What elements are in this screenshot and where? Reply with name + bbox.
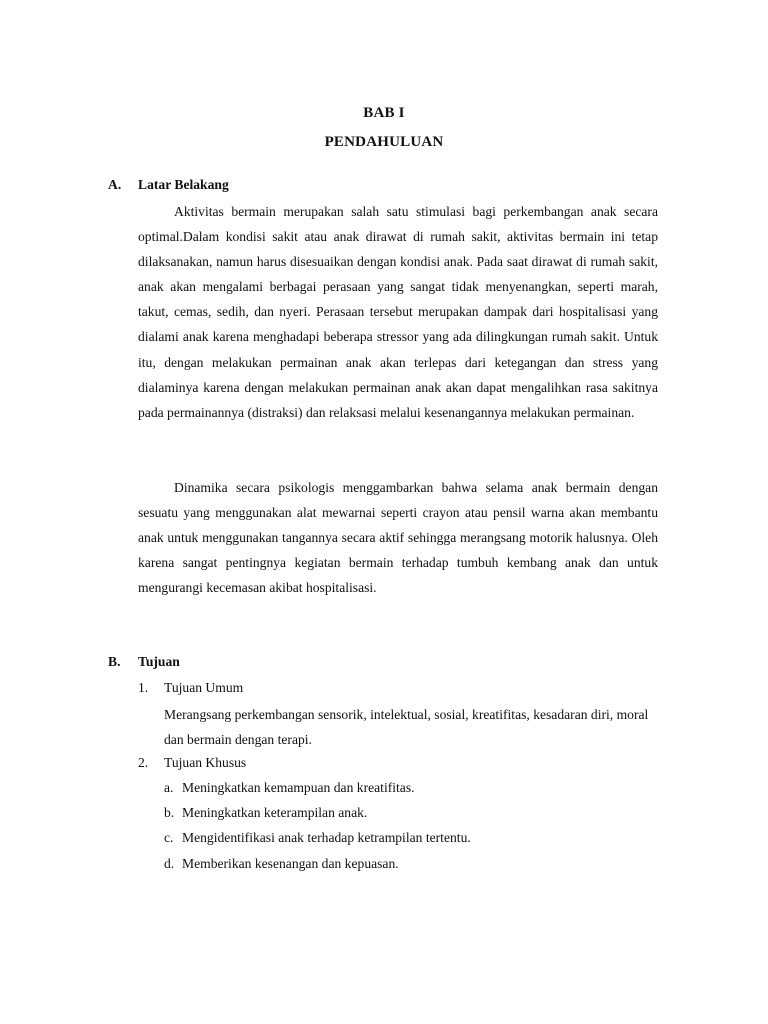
item-1-number: 1. [138, 680, 149, 695]
paragraph-1-text: Aktivitas bermain merupakan salah satu stimulasi bagi perkembangan anak secara optimal.Dalam kondisi sakit atau anak dirawat di rumah sakit, aktivitas bermain ini tetap dilaksanakan, namun harus disesuaikan dengan kondisi anak. Pada saat dirawat di rumah sakit, anak akan mengalami berbagai perasaan yang sangat tidak menyenangkan, seperti marah, takut, cemas, sedih, dan nyeri. Perasaan tersebut merupakan dampak dari hospitalisasi yang dialami anak karena menghadapi beberapa stressor yang ada dilingkungan rumah sakit. Untuk itu, dengan melakukan permainan anak akan terlepas dari ketegangan dan stress yang dialaminya karena dengan melakukan permainan anak akan dapat mengalihkan rasa sakitnya pada permainannya (distraksi) dan relaksasi melalui kesenangannya melakukan permainan. [138, 204, 658, 420]
chapter-number: BAB I [363, 105, 405, 121]
list-item-text: Meningkatkan kemampuan dan kreatifitas. [182, 780, 415, 795]
list-item-text: Memberikan kesenangan dan kepuasan. [182, 856, 399, 871]
section-b-letter: B. [108, 654, 121, 669]
paragraph-2-text: Dinamika secara psikologis menggambarkan bahwa selama anak bermain dengan sesuatu yang menggunakan alat mewarnai seperti crayon atau pensil warna akan membantu anak untuk menggunakan tangannya secara aktif sehingga merangsang motorik halusnya. Oleh karena sangat pentingnya kegiatan bermain terhadap tumbuh kembang anak dan untuk mengurangi kecemasan akibat hospitalisasi. [138, 480, 658, 596]
section-a-letter: A. [108, 177, 122, 192]
list-item [164, 805, 367, 821]
item-2-number: 2. [138, 755, 149, 770]
list-item-letter: b. [164, 805, 175, 820]
paragraph-2 [138, 475, 658, 600]
list-item [164, 780, 415, 796]
item-2-label: Tujuan Khusus [164, 755, 247, 770]
paragraph-1 [138, 199, 658, 425]
list-item-text: Meningkatkan keterampilan anak. [182, 805, 368, 820]
list-item-text: Mengidentifikasi anak terhadap ketrampilan tertentu. [182, 830, 471, 845]
list-item-letter: d. [164, 856, 175, 871]
chapter-title: PENDAHULUAN [324, 134, 444, 150]
list-item-letter: a. [164, 780, 174, 795]
section-b-title: Tujuan [138, 654, 180, 669]
list-item [164, 830, 471, 846]
list-item-letter: c. [164, 830, 174, 845]
list-item [164, 856, 399, 872]
item-1-description: Merangsang perkembangan sensorik, intelektual, sosial, kreatifitas, kesadaran diri, moral dan bermain dengan terapi. [164, 707, 649, 747]
section-a-title: Latar Belakang [138, 177, 229, 192]
item-1-label: Tujuan Umum [164, 680, 244, 695]
